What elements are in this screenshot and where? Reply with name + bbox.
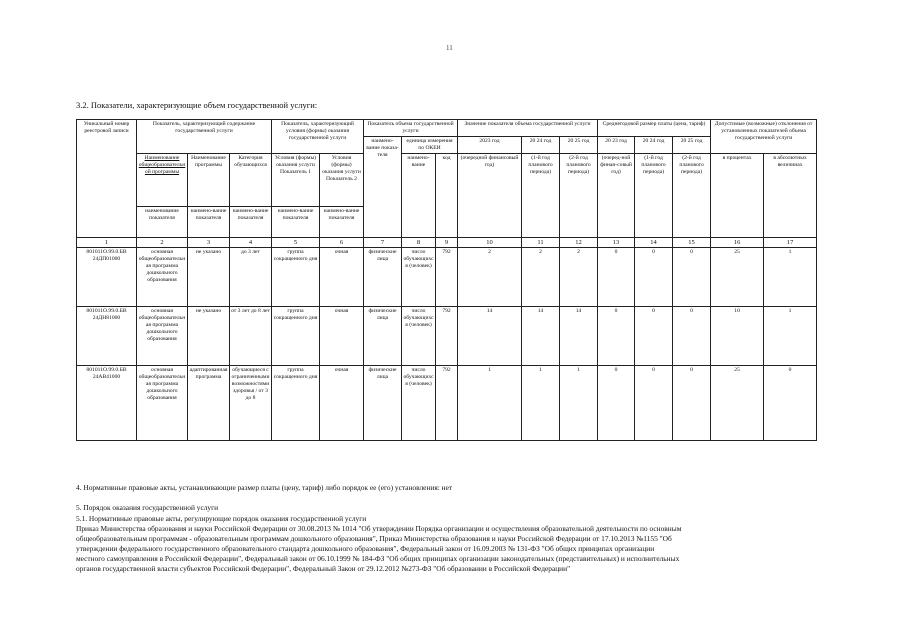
column-number: 2 bbox=[137, 238, 188, 248]
header-naim-c5: наимено-вание показателя bbox=[320, 207, 364, 238]
cell-dev-abs: 1 bbox=[764, 307, 817, 366]
header-unique-number: Уникальный номер реестровой записи bbox=[77, 120, 137, 238]
cell-program: основная общеобразовательная программа дошкольного образования bbox=[137, 248, 188, 307]
header-in-absolute: в абсолютных величинах bbox=[764, 154, 817, 238]
cell-v2025: 2 bbox=[560, 248, 598, 307]
header-avg-price: Среднегодовой размер платы (цена, тариф) bbox=[598, 120, 711, 137]
cell-id: 801011О.99.0.БВ 24АВ41000 bbox=[77, 366, 137, 441]
header-price-2023: 20 23 год bbox=[598, 137, 635, 154]
section-title: 3.2. Показатели, характеризующие объем государственной услуги: bbox=[76, 100, 318, 110]
cell-p2024: 0 bbox=[635, 366, 673, 441]
cell-v2025: 14 bbox=[560, 307, 598, 366]
section-5-1-line: утверждении федерального государственного образовательного стандарта дошкольного образования", Федеральный закон от 16.09.2003 № 131-ФЗ "Об общих принципах организации bbox=[76, 544, 655, 553]
column-number: 8 bbox=[402, 238, 436, 248]
header-price-2024: 20 24 год bbox=[635, 137, 673, 154]
cell-dev-pct: 10 bbox=[711, 307, 764, 366]
cell-id: 801011О.99.0.БВ 24ДП01000 bbox=[77, 248, 137, 307]
cell-unit-code: 792 bbox=[436, 307, 458, 366]
cell-program: основная общеобразовательная программа дошкольного образования bbox=[137, 307, 188, 366]
cell-category: обучающиеся с ограниченными возможностями здоровья / от 3 до 8 bbox=[230, 366, 272, 441]
cell-p2024: 0 bbox=[635, 248, 673, 307]
volume-indicators-table-wrap bbox=[76, 119, 816, 441]
cell-program: основная общеобразовательная программа дошкольного образования bbox=[137, 366, 188, 441]
header-price-2025: 20 25 год bbox=[673, 137, 711, 154]
cell-v2024: 1 bbox=[522, 366, 560, 441]
header-naim-c4: наимено-вание показателя bbox=[272, 207, 320, 238]
header-year-2023-note: (очередной финансовый год) bbox=[458, 154, 522, 238]
table-row bbox=[77, 366, 817, 441]
cell-dev-abs: 0 bbox=[764, 366, 817, 441]
cell-v2024: 2 bbox=[522, 248, 560, 307]
cell-p2023: 0 bbox=[598, 248, 635, 307]
section-4-text: 4. Нормативные правовые акты, устанавливающие размер платы (цену, тариф) либо порядок ее (его) установления: нет bbox=[76, 483, 453, 492]
header-year-2025: 20 25 год bbox=[560, 137, 598, 154]
cell-condition2: очная bbox=[320, 248, 364, 307]
cell-condition2: очная bbox=[320, 307, 364, 366]
cell-dev-pct: 25 bbox=[711, 248, 764, 307]
column-number: 5 bbox=[272, 238, 320, 248]
header-sub-c2: Наименование программы bbox=[188, 154, 230, 207]
header-sub-c5: Условия (формы) оказания услуги Показатель 2 bbox=[320, 154, 364, 207]
cell-v2023: 2 bbox=[458, 248, 522, 307]
header-row-3 bbox=[77, 154, 817, 207]
cell-condition1: группа сокращенного дня bbox=[272, 366, 320, 441]
header-volume-values: Значение показателя объема государственной услуги bbox=[458, 120, 598, 137]
cell-v2023: 1 bbox=[458, 366, 522, 441]
cell-unit-name: число обучающихся (человек) bbox=[402, 366, 436, 441]
cell-condition2: очная bbox=[320, 366, 364, 441]
column-number: 3 bbox=[188, 238, 230, 248]
header-naim-c1: наименование показателя bbox=[137, 207, 188, 238]
cell-p2025: 0 bbox=[673, 307, 711, 366]
cell-dev-pct: 25 bbox=[711, 366, 764, 441]
header-price-2024-note: (1-й год планового периода) bbox=[635, 154, 673, 238]
section-5-1-line: общеобразовательным программам - образовательным программам дошкольного образования", Приказ Министерства образования и науки Российской Федерации от 17.10.2013 №1155 "Об bbox=[76, 534, 672, 543]
header-sub-c1: Наименование общеобразовательной программы bbox=[137, 154, 188, 207]
header-sub-c3: Категория обучающихся bbox=[230, 154, 272, 207]
cell-program-name: не указано bbox=[188, 248, 230, 307]
header-naim-pokaz: наимено-вание показа-теля bbox=[364, 137, 402, 238]
section-5-1-line: органов государственной власти субъектов Российской Федерации", Федеральный Закон от 29.12.2012 №273-ФЗ "Об образовании в Российской Федерации" bbox=[76, 564, 571, 573]
cell-p2023: 0 bbox=[598, 307, 635, 366]
header-volume-indicator: Показатель объема государственной услуги bbox=[364, 120, 458, 137]
column-number: 13 bbox=[598, 238, 635, 248]
column-number: 11 bbox=[522, 238, 560, 248]
cell-v2024: 14 bbox=[522, 307, 560, 366]
column-number: 6 bbox=[320, 238, 364, 248]
cell-category: до 3 лет bbox=[230, 248, 272, 307]
section-5-1-title: 5.1. Нормативные правовые акты, регулирующие порядок оказания государственной услуги bbox=[76, 514, 367, 523]
column-number: 12 bbox=[560, 238, 598, 248]
cell-unit-code: 792 bbox=[436, 366, 458, 441]
column-number: 17 bbox=[764, 238, 817, 248]
column-number: 1 bbox=[77, 238, 137, 248]
section-5-1-line: местного самоуправления в Российской Федерации", Федеральный закон от 06.10.1999 № 184-ФЗ "Об общих принципах организации законодательных (представительных) и исполнительных bbox=[76, 554, 680, 563]
cell-p2024: 0 bbox=[635, 307, 673, 366]
header-unit-okei: единица измерения по ОКЕИ bbox=[402, 137, 458, 154]
cell-program-name: адаптированная программа bbox=[188, 366, 230, 441]
cell-indicator: физические лица bbox=[364, 366, 402, 441]
header-naim-c2: наимено-вание показателя bbox=[188, 207, 230, 238]
page-number: 11 bbox=[446, 44, 453, 52]
header-unit-name: наимено-вание bbox=[402, 154, 436, 238]
cell-id: 801011О.99.0.БВ 24ДН81000 bbox=[77, 307, 137, 366]
column-number: 15 bbox=[673, 238, 711, 248]
column-number-row bbox=[77, 238, 817, 248]
column-number: 14 bbox=[635, 238, 673, 248]
cell-category: от 3 лет до 8 лет bbox=[230, 307, 272, 366]
header-sub-c4: Условия (формы) оказания услуги Показатель 1 bbox=[272, 154, 320, 207]
cell-indicator: физические лица bbox=[364, 248, 402, 307]
section-5-1-line: Приказ Министерства образования и науки Российской Федерации от 30.08.2013 № 1014 "Об утверждении Порядка организации и осуществления образовательной деятельности по основным bbox=[76, 524, 682, 533]
column-number: 9 bbox=[436, 238, 458, 248]
section-5-title: 5. Порядок оказания государственной услуги bbox=[76, 503, 219, 512]
column-number: 16 bbox=[711, 238, 764, 248]
table-row bbox=[77, 307, 817, 366]
header-naim-c3: наимено-вание показателя bbox=[230, 207, 272, 238]
cell-condition1: группа сокращенного дня bbox=[272, 248, 320, 307]
cell-unit-code: 792 bbox=[436, 248, 458, 307]
header-row-1 bbox=[77, 120, 817, 137]
header-year-2023: 2023 год bbox=[458, 137, 522, 154]
header-in-percent: в процентах bbox=[711, 154, 764, 238]
cell-program-name: не указано bbox=[188, 307, 230, 366]
cell-p2023: 0 bbox=[598, 366, 635, 441]
column-number: 7 bbox=[364, 238, 402, 248]
header-content-indicator: Показатель, характеризующий содержание государственной услуги bbox=[137, 120, 272, 154]
cell-condition1: группа сокращенного дня bbox=[272, 307, 320, 366]
cell-v2025: 1 bbox=[560, 366, 598, 441]
header-price-2025-note: (2-й год планового периода) bbox=[673, 154, 711, 238]
header-year-2025-note: (2-й год планового периода) bbox=[560, 154, 598, 238]
column-number: 10 bbox=[458, 238, 522, 248]
header-price-2023-note: (очеред-ной финан-совый год) bbox=[598, 154, 635, 238]
cell-unit-name: число обучающихся (человек) bbox=[402, 248, 436, 307]
header-conditions-indicator: Показатель, характеризующий условия (формы) оказания государственной услуги bbox=[272, 120, 364, 154]
cell-p2025: 0 bbox=[673, 248, 711, 307]
cell-p2025: 0 bbox=[673, 366, 711, 441]
cell-dev-abs: 1 bbox=[764, 248, 817, 307]
cell-indicator: физические лица bbox=[364, 307, 402, 366]
column-number: 4 bbox=[230, 238, 272, 248]
cell-v2023: 14 bbox=[458, 307, 522, 366]
header-deviations: Допустимые (возможные) отклонения от установленных показателей объема государственной услуги bbox=[711, 120, 817, 154]
header-unit-code: код bbox=[436, 154, 458, 238]
header-year-2024-note: (1-й год планового периода) bbox=[522, 154, 560, 238]
cell-unit-name: число обучающихся (человек) bbox=[402, 307, 436, 366]
table-row bbox=[77, 248, 817, 307]
volume-indicators-table bbox=[76, 119, 817, 441]
header-year-2024: 20 24 год bbox=[522, 137, 560, 154]
section-5-1-block bbox=[76, 514, 821, 574]
